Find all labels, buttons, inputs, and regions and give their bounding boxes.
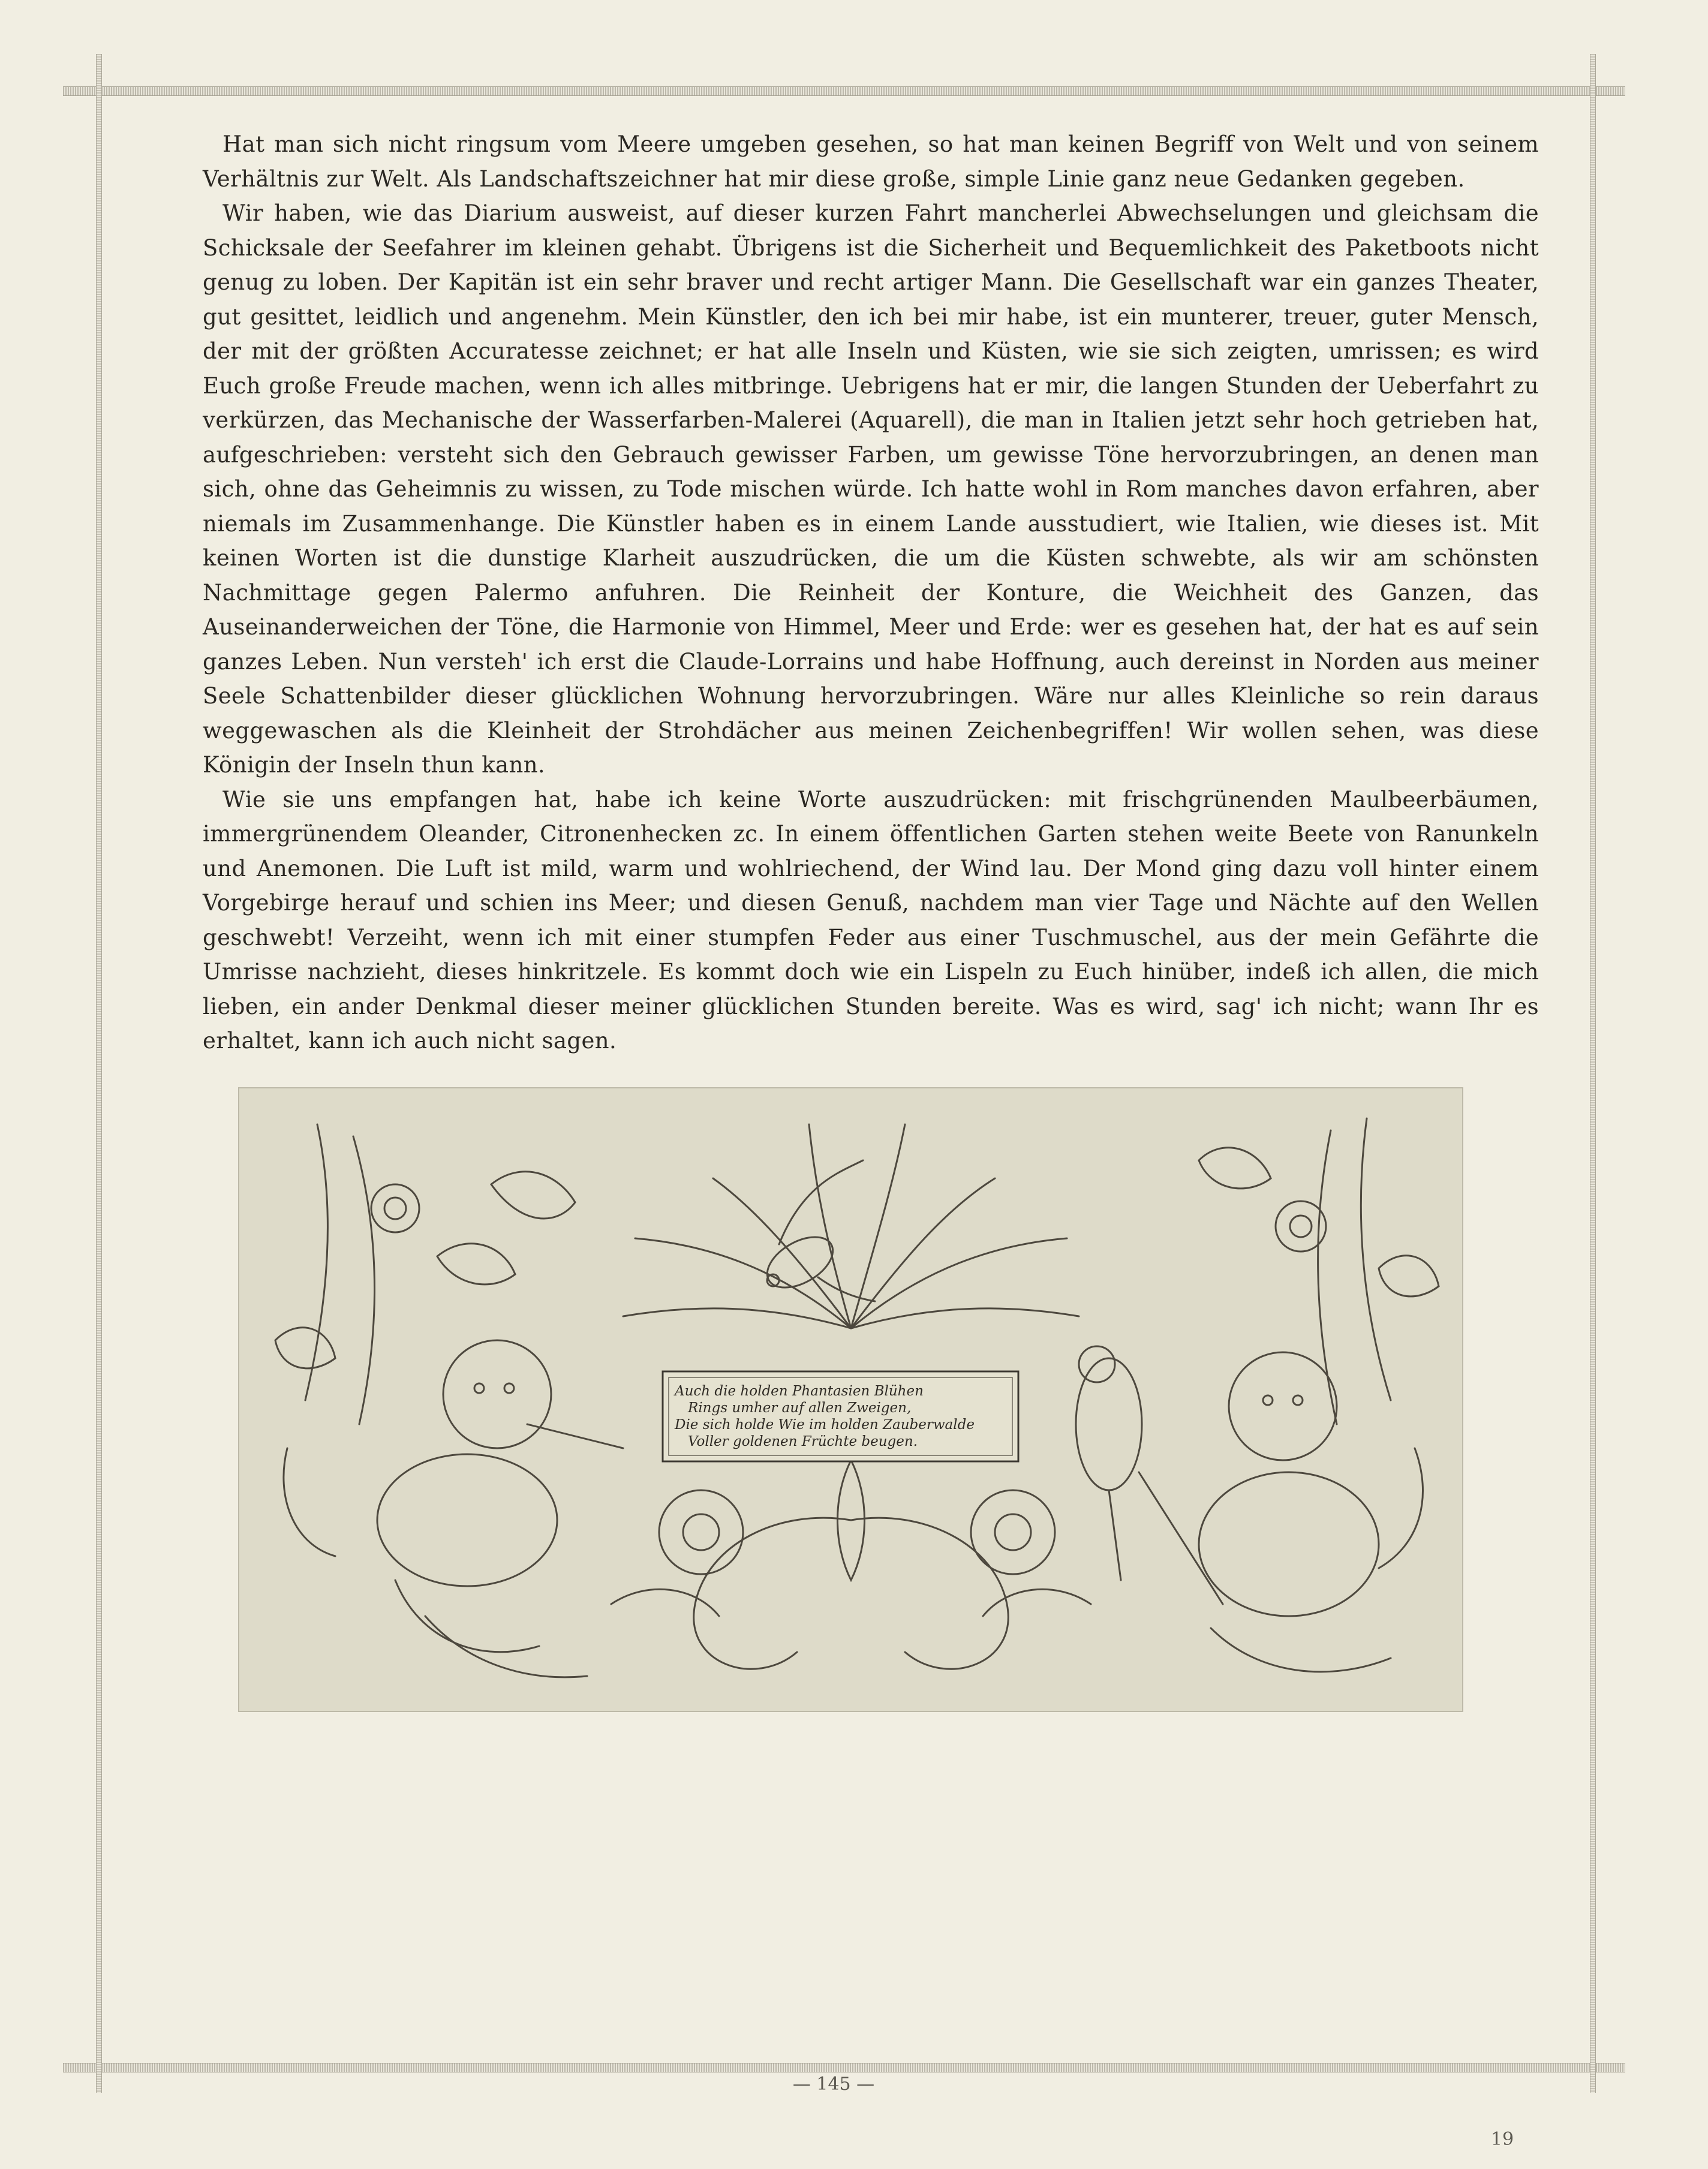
left-cherub-icon (377, 1340, 623, 1677)
bottom-border-rule (63, 2063, 1625, 2072)
body-text (203, 127, 1539, 1058)
right-foliage-icon (1199, 1118, 1439, 1568)
paragraph-3: Wie sie uns empfangen hat, habe ich keine Worte auszudrücken: mit frischgrünenden Maulbeerbäumen, immergrünendem Oleander, Citronenhecken zc. In einem öffentlichen Garten stehen weite Beete von Ranunkeln und Anemonen. Die Luft ist mild, warm und wohlriechend, der Wind lau. Der Mond ging dazu voll hinter einem Vorgebirge herauf und schien ins Meer; und diesen Genuß, nachdem man vier Tage und Nächte auf den Wellen geschwebt! Verzeiht, wenn ich mit einer stumpfen Feder aus einer Tuschmuschel, aus der mein Gefährte die Umrisse nachzieht, dieses hinkritzele. Es kommt doch wie ein Lispeln zu Euch hinüber, indeß ich allen, die mich lieben, ein ander Denkmal dieser meiner glücklichen Stunden bereite. Was es wird, sag' ich nicht; wann Ihr es erhaltet, kann ich auch nicht sagen. (203, 786, 1539, 1054)
plaque-line-3: Die sich holde Wie im holden Zauberwalde (675, 1417, 975, 1433)
left-foliage-icon (275, 1124, 575, 1556)
ornament-drawing (239, 1088, 1462, 1711)
right-border-rule (1590, 54, 1596, 2093)
plaque-line-4: Voller goldenen Früchte beugen. (688, 1434, 918, 1449)
paragraph-1: Hat man sich nicht ringsum vom Meere umgeben gesehen, so hat man keinen Begriff von Welt und von seinem Verhältnis zur Welt. Als Landschaftszeichner hat mir diese große, simple Linie ganz neue Gedanken gegeben. (203, 131, 1539, 192)
left-border-rule (96, 54, 102, 2093)
acanthus-scroll-icon (611, 1460, 1091, 1669)
parrot-icon (1076, 1346, 1142, 1580)
page-number: — 145 — (792, 2074, 875, 2095)
plaque-line-1: Auch die holden Phantasien Blühen (675, 1383, 924, 1399)
palm-fronds-icon (623, 1124, 1079, 1328)
right-cherub-icon (1139, 1352, 1391, 1672)
paragraph-2: Wir haben, wie das Diarium ausweist, auf dieser kurzen Fahrt mancherlei Abwechselungen und gleichsam die Schicksale der Seefahrer im kleinen gehabt. Übrigens ist die Sicherheit und Bequemlichkeit des Paketboots nicht genug zu loben. Der Kapitän ist ein sehr braver und recht artiger Mann. Die Gesellschaft war ein ganzes Theater, gut gesittet, leidlich und angenehm. Mein Künstler, den ich bei mir habe, ist ein munterer, treuer, guter Mensch, der mit der größten Accuratesse zeichnet; er hat alle Inseln und Küsten, wie sie sich zeigten, umrissen; es wird Euch große Freude machen, wenn ich alles mitbringe. Uebrigens hat er mir, die langen Stunden der Ueberfahrt zu verkürzen, das Mechanische der Wasserfarben-Malerei (Aquarell), die man in Italien jetzt sehr hoch getrieben hat, aufgeschrieben: versteht sich den Gebrauch gewisser Farben, um gewisse Töne hervorzubringen, an denen man sich, ohne das Geheimnis zu wissen, zu Tode mischen würde. Ich hatte wohl in Rom manches davon erfahren, aber niemals im Zusammenhange. Die Künstler haben es in einem Lande ausstudiert, wie Italien, wie dieses ist. Mit keinen Worten ist die dunstige Klarheit auszudrücken, die um die Küsten schwebte, als wir am schönsten Nachmittage gegen Palermo anfuhren. Die Reinheit der Konture, die Weichheit des Ganzen, das Auseinanderweichen der Töne, die Harmonie von Himmel, Meer und Erde: wer es gesehen hat, der hat es auf sein ganzes Leben. Nun versteh' ich erst die Claude-Lorrains und habe Hoffnung, auch dereinst in Norden aus meiner Seele Schattenbilder dieser glücklichen Wohnung hervorzubringen. Wäre nur alles Kleinliche so rein daraus weggewaschen als die Kleinheit der Strohdächer aus meinen Zeichenbegriffen! Wir wollen sehen, was diese Königin der Inseln thun kann. (203, 200, 1539, 778)
plaque-line-2: Rings umher auf allen Zweigen, (688, 1400, 912, 1416)
inscription-plaque (663, 1371, 1018, 1461)
signature-mark: 19 (1490, 2129, 1514, 2150)
top-border-rule (63, 86, 1625, 96)
ornamental-illustration (238, 1087, 1463, 1712)
